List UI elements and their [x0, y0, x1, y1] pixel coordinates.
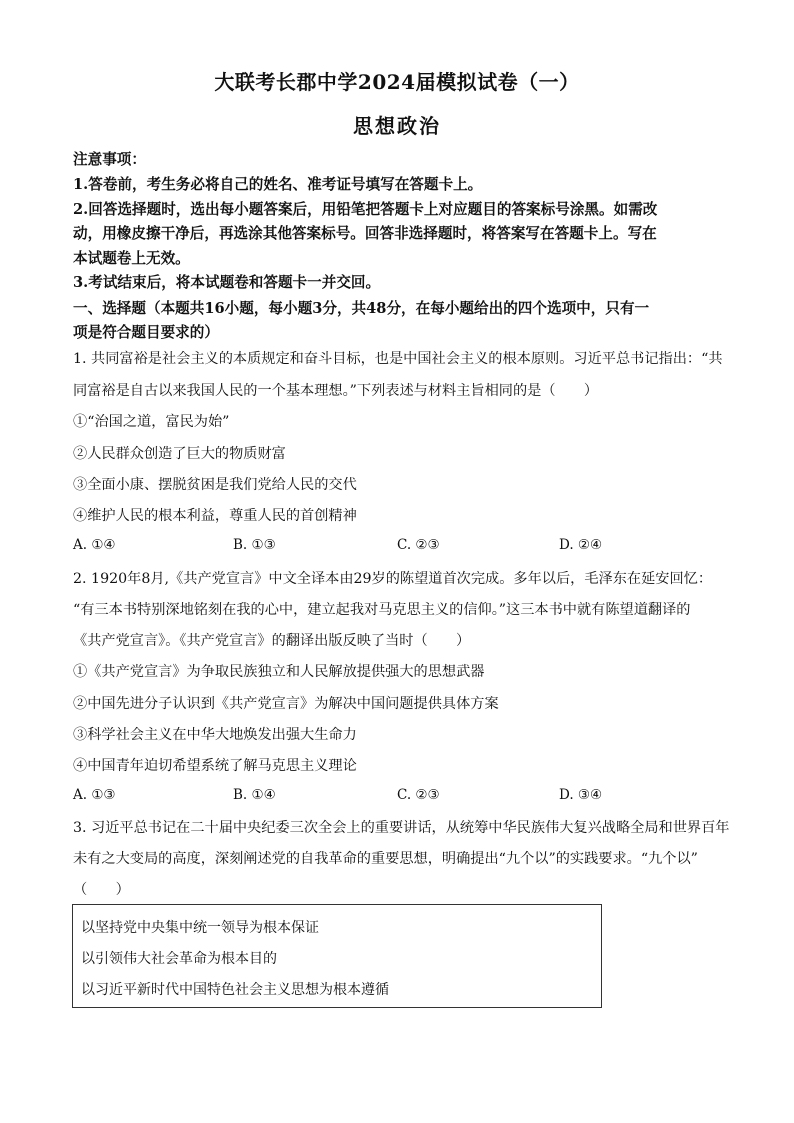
notice-heading: 注意事项：: [73, 151, 146, 168]
option-a: A. ①④: [73, 537, 116, 553]
notice-line: 3.考试结束后，将本试题卷和答题卡一并交回。: [73, 274, 381, 291]
q1-item: ②人民群众创造了巨大的物质财富: [73, 446, 286, 462]
box-line: 以习近平新时代中国特色社会主义思想为根本遵循: [81, 982, 389, 998]
box-line: 以引领伟大社会革命为根本目的: [81, 951, 277, 967]
box-line: 以坚持党中央集中统一领导为根本保证: [81, 920, 319, 936]
option-c: C. ②③: [397, 787, 440, 803]
notice-line: 2.回答选择题时，选出每小题答案后，用铅笔把答题卡上对应题目的答案标号涂黑。如需改: [73, 201, 658, 218]
q2-item: ④中国青年迫切希望系统了解马克思主义理论: [73, 758, 357, 774]
q2-stem-line: 2. 1920年8月,《共产党宣言》中文全译本由29岁的陈望道首次完成。多年以后，毛泽东在延安回忆：: [73, 571, 713, 587]
notice-line: 动，用橡皮擦干净后，再选涂其他答案标号。回答非选择题时，将答案写在答题卡上。写在: [73, 225, 657, 242]
q1-item: ①“治国之道，富民为始”: [73, 414, 230, 430]
q1-item: ④维护人民的根本利益，尊重人民的首创精神: [73, 508, 357, 524]
q3-stem-line: （ ）: [73, 882, 130, 898]
option-d: D. ③④: [559, 787, 603, 803]
option-c: C. ②③: [397, 537, 440, 553]
option-b: B. ①③: [233, 537, 276, 553]
q1-item: ③全面小康、摆脱贫困是我们党给人民的交代: [73, 477, 357, 493]
exam-title: 大联考长郡中学2024届模拟试卷（一）: [214, 70, 580, 94]
section-heading-cont: 项是符合题目要求的）: [73, 324, 219, 341]
option-d: D. ②④: [559, 537, 603, 553]
option-a: A. ①③: [73, 787, 116, 803]
q3-stem-line: 未有之大变局的高度，深刻阐述党的自我革命的重要思想，明确提出“九个以”的实践要求。“九个以”: [73, 851, 698, 867]
q3-material-box: [72, 904, 602, 1008]
subject-title: 思想政治: [353, 114, 441, 138]
q1-stem-line: 1. 共同富裕是社会主义的本质规定和奋斗目标，也是中国社会主义的根本原则。习近平总书记指出：“共: [73, 351, 723, 367]
q1-stem-line: 同富裕是自古以来我国人民的一个基本理想。”下列表述与材料主旨相同的是（ ）: [73, 383, 599, 399]
q2-stem-line: “有三本书特别深地铭刻在我的心中，建立起我对马克思主义的信仰。”这三本书中就有陈望道翻译的: [73, 602, 691, 618]
q2-item: ①《共产党宣言》为争取民族独立和人民解放提供强大的思想武器: [73, 664, 485, 680]
q2-stem-line: 《共产党宣言》。《共产党宣言》的翻译出版反映了当时（ ）: [73, 633, 471, 649]
q2-item: ②中国先进分子认识到《共产党宣言》为解决中国问题提供具体方案: [73, 696, 499, 712]
option-b: B. ①④: [233, 787, 276, 803]
section-heading: 一、选择题（本题共16小题，每小题3分，共48分，在每小题给出的四个选项中，只有一: [73, 300, 650, 317]
q3-stem-line: 3. 习近平总书记在二十届中央纪委三次全会上的重要讲话，从统筹中华民族伟大复兴战略全局和世界百年: [73, 820, 730, 836]
notice-line: 1.答卷前，考生务必将自己的姓名、准考证号填写在答题卡上。: [73, 176, 483, 193]
q2-item: ③科学社会主义在中华大地焕发出强大生命力: [73, 727, 357, 743]
notice-line: 本试题卷上无效。: [73, 250, 190, 267]
